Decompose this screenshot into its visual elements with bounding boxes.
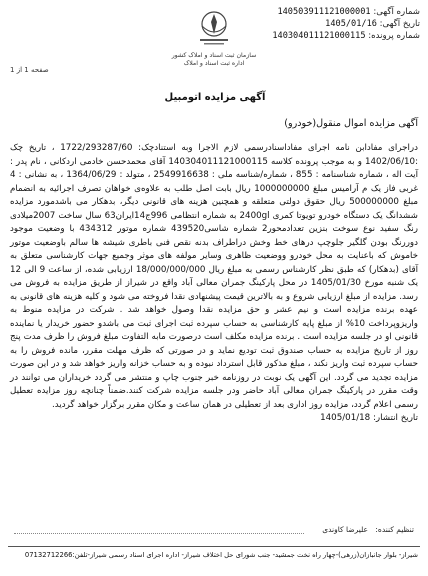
- signer-name: علیرضا کاوندی: [322, 525, 368, 534]
- organization-name: [168, 52, 260, 68]
- ad-number-label: شماره آگهی:: [373, 7, 420, 17]
- emblem-logo: [192, 8, 236, 48]
- ad-date: 1405/01/16: [325, 19, 377, 29]
- signature-line: [14, 533, 304, 534]
- reference-info: [270, 6, 420, 42]
- publish-date: 1405/01/18: [320, 413, 371, 423]
- case-number-label: شماره پرونده:: [368, 31, 420, 41]
- publish-date-line: [10, 412, 418, 426]
- organization-name-line-1: سازمان ثبت اسناد و املاک کشور: [171, 52, 257, 59]
- document-subtitle: آگهی مزایده اموال منقول(خودرو): [284, 118, 418, 129]
- ad-number-row: [270, 6, 420, 18]
- ad-number: 140503911121000001: [277, 7, 371, 17]
- document-title: آگهی مزایده اتومبیل: [164, 92, 266, 103]
- case-number: 140304011121000115: [272, 31, 366, 41]
- ad-date-row: [270, 18, 420, 30]
- signer-label: تنظیم کننده:: [375, 525, 414, 534]
- footer-address: شیراز- بلوار جانبازان(زرهی)-چهار راه نخت جمشید- جنب شورای حل اختلاف شیراز- اداره اجرای اسناد رسمی شیراز-تلفن:07132712266: [24, 551, 418, 559]
- footer-divider: [8, 546, 420, 547]
- organization-name-line-2: اداره ثبت اسناد و املاک: [183, 60, 245, 67]
- page-count: صفحه 1 از 1: [10, 66, 49, 74]
- case-number-row: [270, 30, 420, 42]
- auction-notice-body: [10, 142, 418, 426]
- publish-date-label: تاریخ انتشار:: [372, 413, 418, 423]
- ad-date-label: تاریخ آگهی:: [379, 19, 420, 29]
- auction-notice-text: دراجرای مفادابن نامه اجرای مفاداسنادرسمی لازم الاجرا وبه استنادچک: 1722/293287/60 ، تاریخ چک :1402/06/10 و به موجب پرونده کلاسه 140304011121000115 آقای محمدحسن خادمی اردکانی ، نام پدر : آیت اله ، شماره شناسنامه : 855 ، شماره/شناسه ملی : 2549916638 ، متولد : 1364/06/29 ، به نشانی : 4 غربی فاز یک م آرامیس مبلغ 1000000000 ریال بابت اصل طلب به علاوه‌ی خواهان تصرف اجرائیه به انضمام مبلغ 500000000 ریال حقوق دولتی متعلقه و همچنین هزینه های قانونی دیگر، بدهکار می باشدمورد مزایده ششدانگ یک دستگاه خودرو تویوتا کمری 2400gl به شماره انتظامی 996ج14ایران63 سال ساخت 2007میلادی رنگ سفید نوع سوخت بنزین تعدادمحور2 شماره شاسی439520 شماره موتور 434312 با وضعیت موجود دوررنگ بودن گلگیر جلوچپ درهای خط وخش دراطراف بدنه نقص فنی باطری شیشه ها سالم باوضعیت موتور خاموش که باعنایت به محل خودرو ووضعیت ظاهری وسایر مولفه های موثر وجمیع جهات کارشناسی متعلق به آقای (بدهکار) که طبق نظر کارشناس رسمی به مبلغ ریال 18/000/000/000 ارزیابی شده، از ساعت 9 الی 12 یک شنبه مورخ 1405/01/30 در محل پارکینگ جمران معالی آباد واقع در شیراز از طریق مزایده به فروش می رسد. مزایده از مبلغ ارزیابی شروع و به بالاترین قیمت پیشنهادی نقدا فروخته می شود و کلیه هزینه های قانونی به عهده برنده مزایده است و نیم عشر و حق مزایده نقدا وصول خواهد شد . شرکت در مزایده منوط به واریزوپرداخت 10% از مبلغ پایه کارشناسی به حساب سپرده ثبت اجرای ثبت می باشدو حضور خریدار یا نماینده قانونی او در جلسه مزایده است . برنده مزایده مکلف است درصورت مابه التفاوت مبلغ فروش را ظرف مدت پنج روز از تاریخ مزایده به حساب صندوق ثبت تودیع نماید و در صورتی که ظرف مهلت مقرر، مانده فروش را به حساب سپرده ثبت واریز نکند ، مبلغ مذکور قابل استرداد نبوده و به حساب خزانه واریز خواهد شد و در این صورت مزایده تجدید می گردد. این آگهی یک نوبت در روزنامه خبر جنوب چاپ و منتشر می گردد خریداران می توانند در وقت مقرر در پارکینگ جمران معالی آباد حاضر ودر جلسه مزایده شرکت کنند.ضمناً چنانچه روز مزایده تعطیل رسمی اعلام گردد، مزایده روز اداری بعد از تعطیلی در همان ساعت و مکان مقرر برگزار خواهد گردید.: [10, 143, 419, 410]
